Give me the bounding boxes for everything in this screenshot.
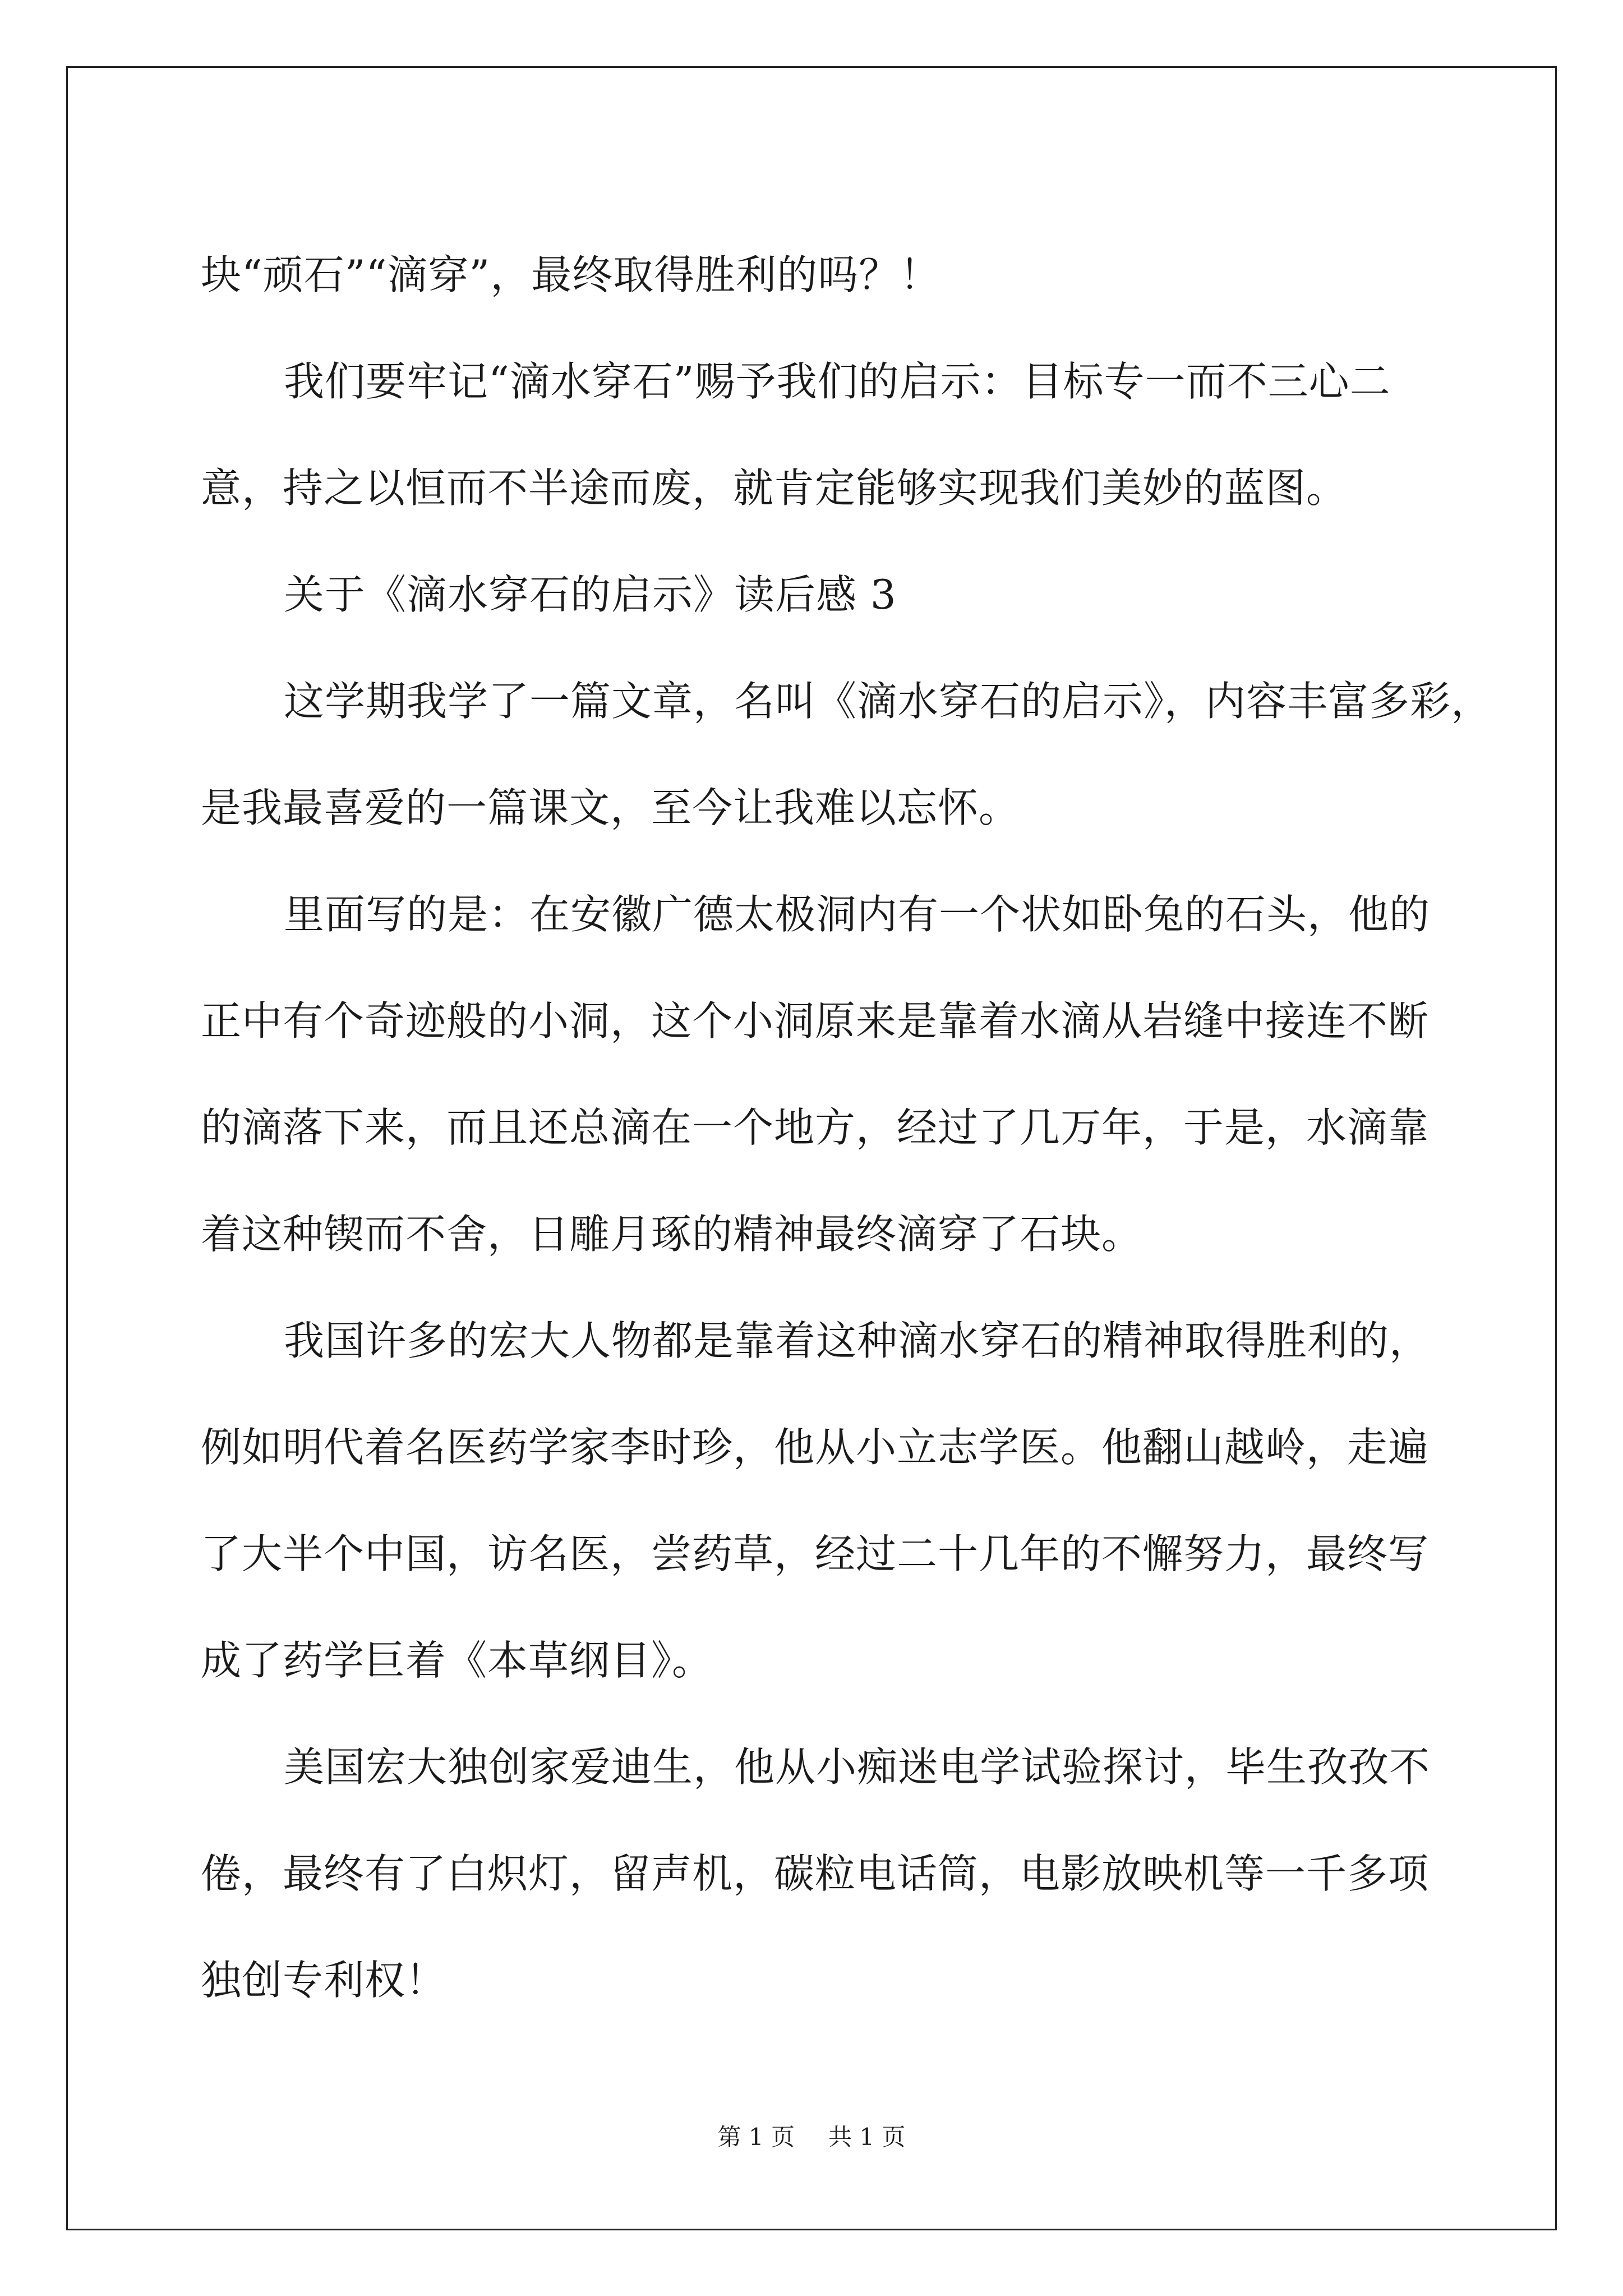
text-line-10: 着这种锲而不舍，日雕月琢的精神最终滴穿了石块。 <box>201 1211 1143 1258</box>
text-line-7: 里面写的是：在安徽广德太极洞内有一个状如卧兔的石头，他的 <box>284 891 1431 938</box>
text-line-3: 意，持之以恒而不半途而废，就肯定能够实现我们美妙的蓝图。 <box>201 464 1348 512</box>
text-line-16: 倦，最终有了白炽灯，留声机，碳粒电话筒，电影放映机等一千多项 <box>201 1850 1430 1897</box>
text-line-2: 我们要牢记“滴水穿石”赐予我们的启示：目标专一而不三心二 <box>284 358 1391 405</box>
section-heading: 关于《滴水穿石的启示》读后感 3 <box>284 571 897 618</box>
page-footer <box>0 2120 1623 2154</box>
page-number: 第 1 页 <box>717 2123 795 2151</box>
text-line-6: 是我最喜爱的一篇课文，至今让我难以忘怀。 <box>201 784 1020 831</box>
text-line-1: 块“顽石”“滴穿”，最终取得胜利的吗？！ <box>201 251 941 298</box>
text-line-11: 我国许多的宏大人物都是靠着这种滴水穿石的精神取得胜利的， <box>284 1317 1431 1364</box>
text-line-5: 这学期我学了一篇文章，名叫《滴水穿石的启示》，内容丰富多彩， <box>284 678 1492 725</box>
text-line-17: 独创专利权！ <box>201 1957 447 2004</box>
text-line-13: 了大半个中国，访名医，尝药草，经过二十几年的不懈努力，最终写 <box>201 1530 1430 1577</box>
text-line-8: 正中有个奇迹般的小洞，这个小洞原来是靠着水滴从岩缝中接连不断 <box>201 997 1430 1045</box>
page-total: 共 1 页 <box>828 2123 906 2151</box>
text-line-15: 美国宏大独创家爱迪生，他从小痴迷电学试验探讨，毕生孜孜不 <box>284 1743 1431 1791</box>
text-line-9: 的滴落下来，而且还总滴在一个地方，经过了几万年，于是，水滴靠 <box>201 1104 1430 1151</box>
document-body <box>201 222 1492 2033</box>
text-line-12: 例如明代着名医药学家李时珍，他从小立志学医。他翻山越岭，走遍 <box>201 1424 1430 1471</box>
text-line-14: 成了药学巨着《本草纲目》。 <box>201 1637 713 1684</box>
